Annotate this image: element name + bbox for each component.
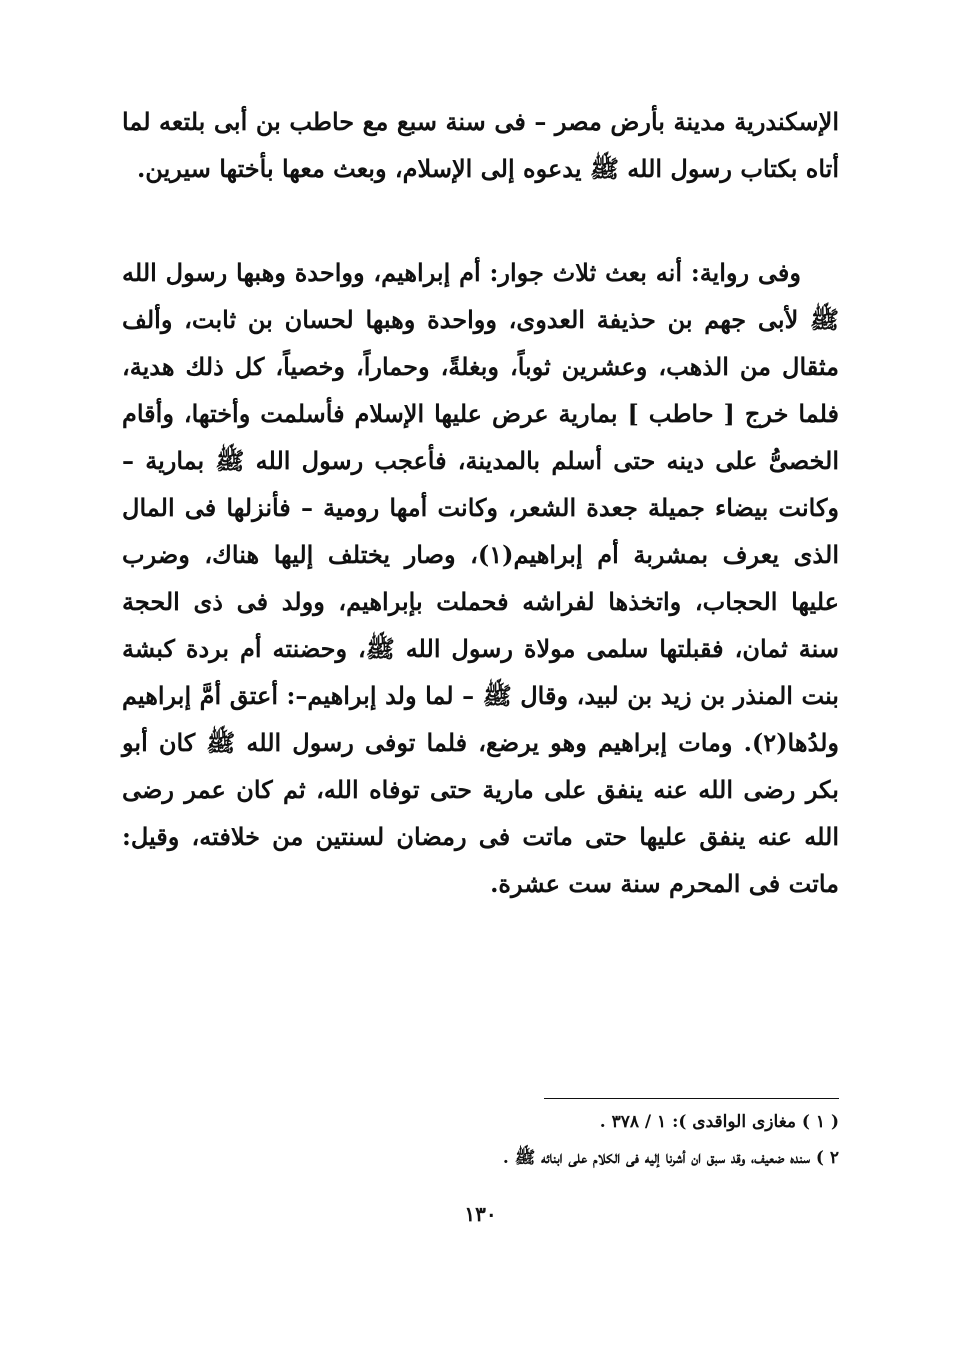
footnote-1: ( ١ ) مغازى الواقدى ): ١ / ٣٧٨ .: [599, 1112, 839, 1132]
page-number: ١٣٠: [464, 1202, 497, 1226]
body-paragraph-1: الإسكندرية مدينة بأرض مصر – فى سنة سبع مع حاطب بن أبى بلتعه لما أتاه بكتاب رسول الله ﷺ يدعوه إلى الإسلام، وبعث معها بأختها سيرين.: [122, 107, 839, 183]
footnotes: [122, 1104, 839, 1176]
body-paragraph-2: وفى رواية: أنه بعث ثلاث جوار: أم إبراهيم، وواحدة وهبها رسول الله ﷺ لأبى جهم بن حذيفة العدوى، وواحدة وهبها لحسان بن ثابت، وألف مثقال من الذهب، وعشرين ثوباً، وبغلةً، وحماراً، وخصياً، كل ذلك هدية، فلما خرج [ حاطب ] بمارية عرض عليها الإسلام فأسلمت وأختها، وأقام الخصىُّ على دينه حتى أسلم بالمدينة، فأعجب رسول الله ﷺ بمارية – وكانت بيضاء جميلة جعدة الشعر، وكانت أمها رومية – فأنزلها فى المال الذى يعرف بمشربة أم إبراهيم(١)، وصار يختلف إليها هناك، وضرب عليها الحجاب، واتخذها لفراشه فحملت بإبراهيم، وولد فى ذى الحجة سنة ثمان، فقبلتها سلمى مولاة رسول الله ﷺ، وحضنته أم بردة كبشة بنت المنذر بن زيد بن لبيد، وقال ﷺ – لما ولد إبراهيم–: أعتق أمَّ إبراهيم ولدُها(٢). ومات إبراهيم وهو يرضع، فلما توفى رسول الله ﷺ كان أبو بكر رضى الله عنه ينفق على مارية حتى توفاه الله، ثم كان عمر رضى الله عنه ينفق عليها حتى ماتت فى رمضان لسنتين من خلافته، وقيل: ماتت فى المحرم سنة ست عشرة.: [122, 258, 840, 898]
footnote-2: ٢ ) سنده ضعيف، وقد سبق ان أشرنا إليه فى الكلام على ابنائه ﷺ .: [502, 1148, 839, 1168]
footnote-divider: [544, 1098, 839, 1099]
